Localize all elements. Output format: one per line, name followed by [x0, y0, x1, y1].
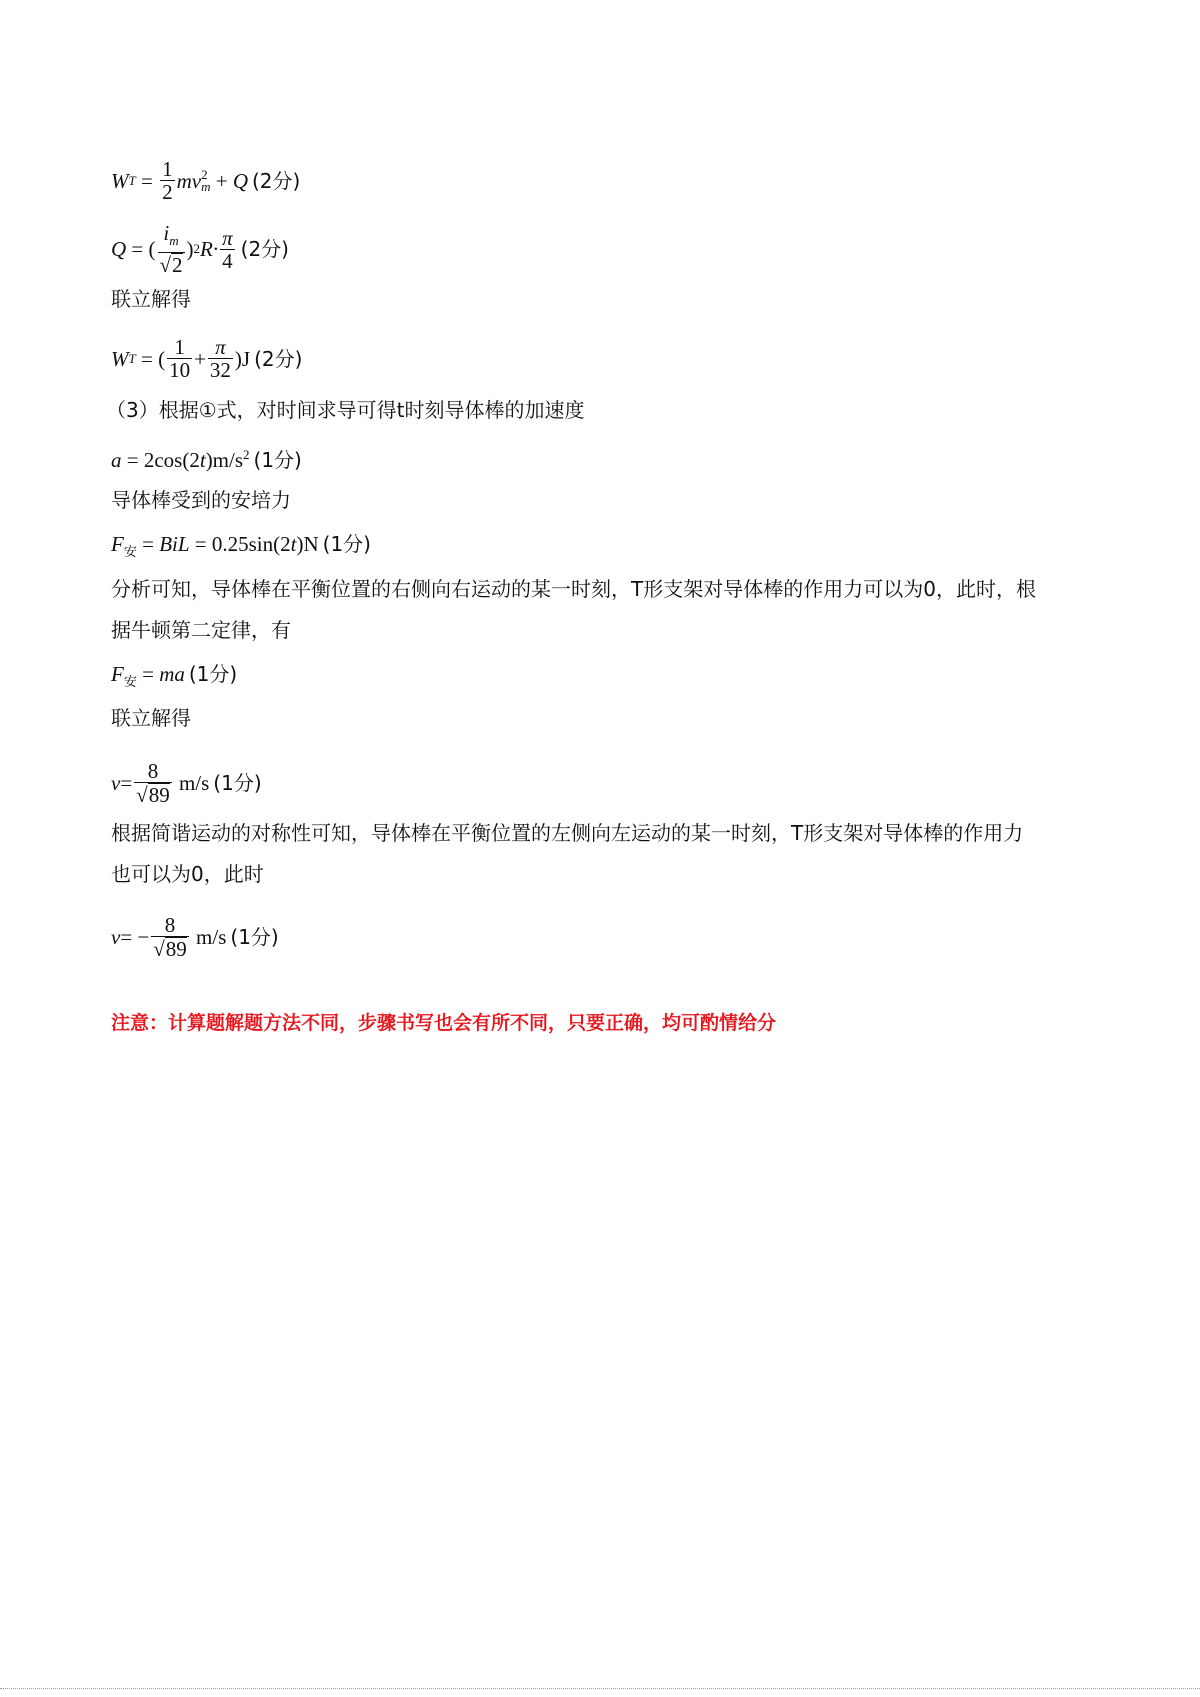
text-analysis-line-2: 据牛顿第二定律，有 — [111, 618, 291, 642]
text-analysis-line-1: 分析可知，导体棒在平衡位置的右侧向右运动的某一时刻，T形支架对导体棒的作用力可以为0，此时，根 — [111, 577, 1036, 601]
equation-velocity-negative: v = − $\frac{8}{√89}$ m/s (1分) — [111, 913, 279, 961]
equation-ampere-force: $F_安$ = BiL = 0.25sin(2t)N (1分) — [111, 532, 371, 560]
equation-work-result: W T = ( $\frac{1}{10}$ + $\frac{\pi}{32}$ )J (2分) — [111, 335, 303, 382]
text-ampere-force: 导体棒受到的安培力 — [111, 488, 291, 512]
text-solve-2: 联立解得 — [111, 706, 191, 730]
grading-note: 注意：计算题解题方法不同，步骤书写也会有所不同，只要正确，均可酌情给分 — [111, 1012, 777, 1034]
equation-newton: $F_安$ = ma (1分) — [111, 662, 238, 690]
text-symmetry-line-2: 也可以为0，此时 — [111, 862, 264, 886]
equation-velocity-positive: v = $\frac{8}{√89}$ m/s (1分) — [111, 759, 262, 807]
page-bottom-edge — [0, 1688, 1200, 1689]
equation-heat: Q = ( $\frac{i_m}{√2}$ ) 2 R· $\frac{\pi}{4}$ (2分) — [111, 221, 289, 278]
text-symmetry-line-1: 根据简谐运动的对称性可知，导体棒在平衡位置的左侧向左运动的某一时刻，T形支架对导体棒的作用力 — [111, 821, 1024, 845]
equation-acceleration: $a = 2\cos(2t)m/s^2$ (1分) — [111, 447, 302, 472]
text-solve-1: 联立解得 — [111, 287, 191, 311]
text-part-3: （3）根据①式，对时间求导可得t时刻导体棒的加速度 — [106, 398, 585, 422]
equation-work-energy: W T = $\frac{1}{2}$ m v 2 m + Q (2分) — [111, 157, 301, 204]
